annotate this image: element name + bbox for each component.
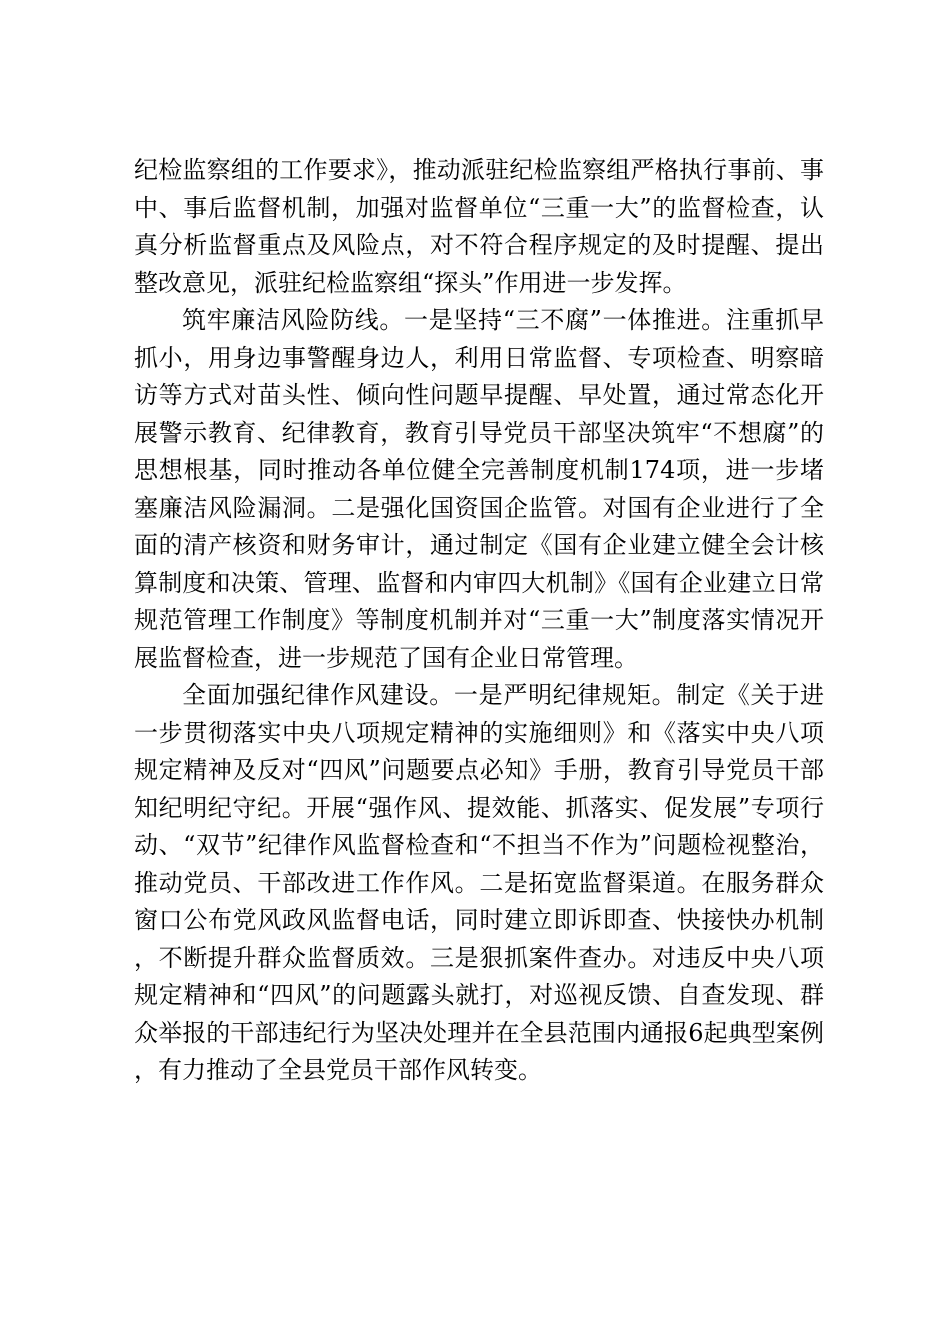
paragraph-integrity-risk: 筑牢廉洁风险防线。一是坚持“三不腐”一体推进。注重抓早抓小，用身边事警醒身边人，利用日常监督、专项检查、明察暗访等方式对苗头性、倾向性问题早提醒、早处置，通过常态化开展警示教育、纪律教育，教育引导党员干部坚决筑牢“不想腐”的思想根基，同时推动各单位健全完善制度机制174项，进一步堵塞廉洁风险漏洞。二是强化国资国企监管。对国有企业进行了全面的清产核资和财务审计，通过制定《国有企业建立健全会计核算制度和决策、管理、监督和内审四大机制》《国有企业建立日常规范管理工作制度》等制度机制并对“三重一大”制度落实情况开展监督检查，进一步规范了国有企业日常管理。 (134, 306, 824, 672)
document-body (134, 152, 824, 1090)
paragraph-supervision-group: 纪检监察组的工作要求》，推动派驻纪检监察组严格执行事前、事中、事后监督机制，加强对监督单位“三重一大”的监督检查，认真分析监督重点及风险点，对不符合程序规定的及时提醒、提出整改意见，派驻纪检监察组“探头”作用进一步发挥。 (134, 156, 824, 297)
paragraph-discipline-style: 全面加强纪律作风建设。一是严明纪律规矩。制定《关于进一步贯彻落实中央八项规定精神的实施细则》和《落实中央八项规定精神及反对“四风”问题要点必知》手册，教育引导党员干部知纪明纪守纪。开展“强作风、提效能、抓落实、促发展”专项行动、“双节”纪律作风监督检查和“不担当不作为”问题检视整治，推动党员、干部改进工作作风。二是拓宽监督渠道。在服务群众窗口公布党风政风监督电话，同时建立即诉即查、快接快办机制，不断提升群众监督质效。三是狠抓案件查办。对违反中央八项规定精神和“四风”的问题露头就打，对巡视反馈、自查发现、群众举报的干部违纪行为坚决处理并在全县范围内通报6起典型案例，有力推动了全县党员干部作风转变。 (134, 681, 824, 1084)
